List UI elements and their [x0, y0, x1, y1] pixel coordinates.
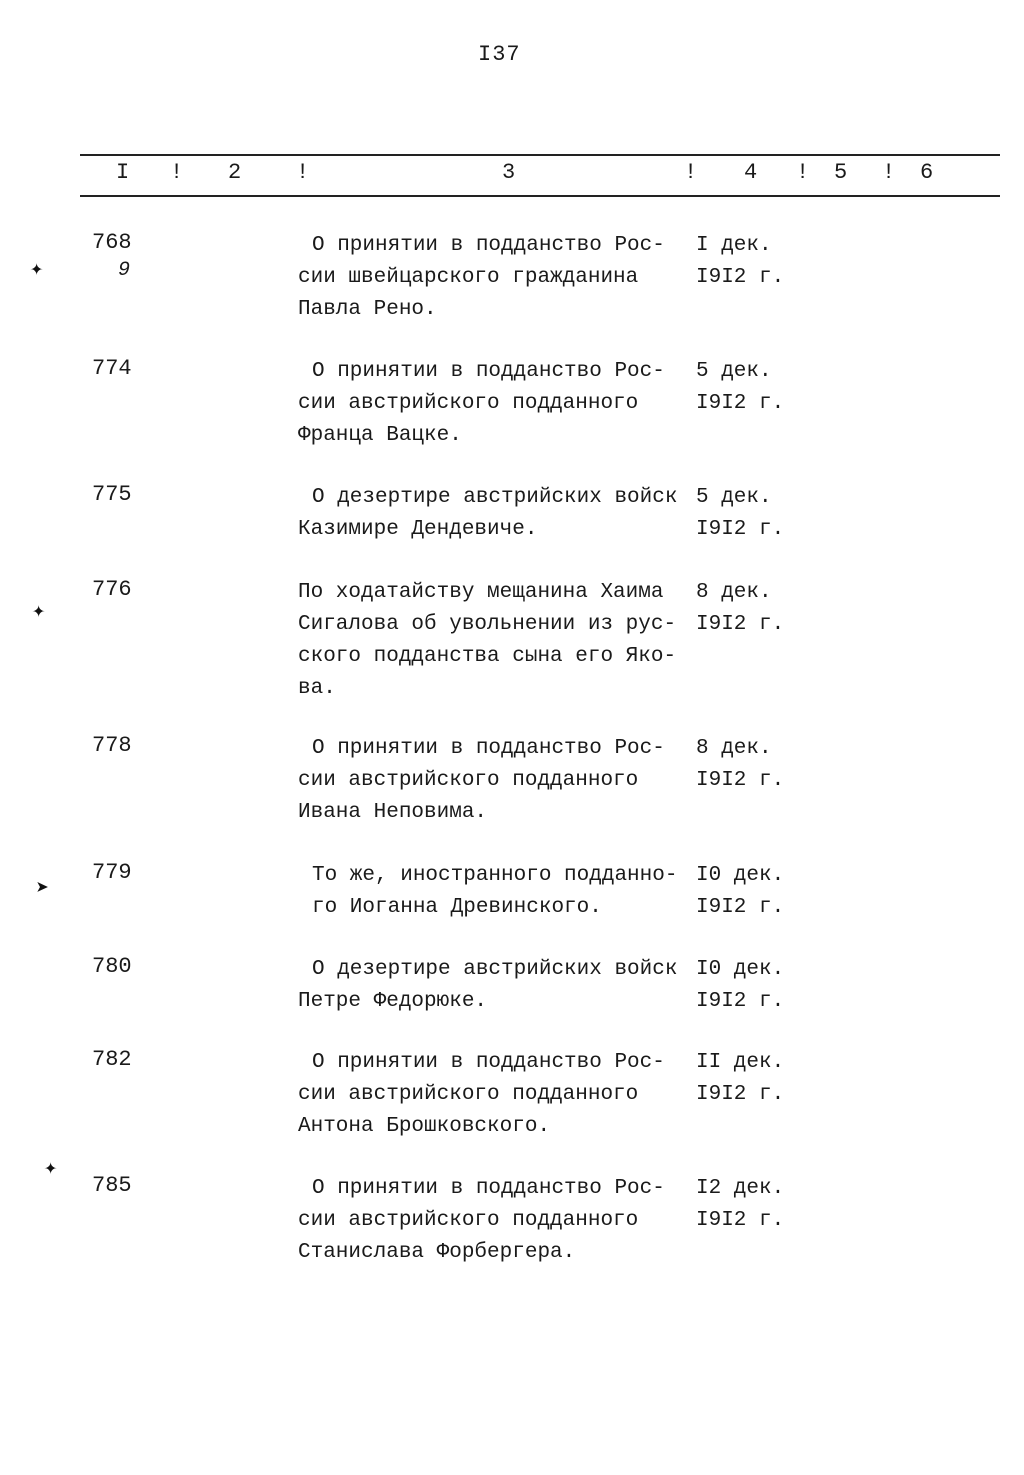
entry-number-correction: 9	[118, 259, 131, 282]
date-day: I дек.	[696, 234, 772, 257]
column-separator: !	[882, 160, 896, 185]
header-rule-bottom	[80, 195, 1000, 197]
entry-description	[298, 860, 698, 924]
entry-date	[696, 860, 806, 924]
entry-number: 774	[92, 356, 132, 381]
entry-description	[298, 1173, 698, 1269]
column-separator: !	[796, 160, 810, 185]
description-line: О дезертире австрийских войск	[312, 486, 678, 509]
column-header-5: 5	[834, 160, 848, 185]
margin-mark-icon: ✦	[44, 1156, 58, 1181]
date-year: I9I2 г.	[696, 1083, 785, 1106]
date-day: I0 дек.	[696, 864, 785, 887]
margin-mark-icon: ✦	[30, 257, 44, 282]
description-line: Франца Вацке.	[298, 424, 462, 447]
description-line: О дезертире австрийских войск	[312, 958, 678, 981]
column-separator: !	[684, 160, 698, 185]
entry-date	[696, 482, 806, 546]
column-header-1: I	[116, 160, 130, 185]
column-header-4: 4	[744, 160, 758, 185]
description-line: ского подданства сына его Яко-	[298, 645, 677, 668]
description-line: Петре Федорюке.	[298, 990, 488, 1013]
description-line: Антона Брошковского.	[298, 1115, 551, 1138]
column-header-3: 3	[502, 160, 516, 185]
entry-date	[696, 577, 806, 641]
entry-number: 768	[92, 230, 132, 255]
entry-date	[696, 356, 806, 420]
column-header-6: 6	[920, 160, 934, 185]
entry-description	[298, 1047, 698, 1143]
description-line: Станислава Форбергера.	[298, 1241, 576, 1264]
description-line: То же, иностранного подданно-	[312, 864, 678, 887]
date-year: I9I2 г.	[696, 266, 785, 289]
date-year: I9I2 г.	[696, 1209, 785, 1232]
description-line: ва.	[298, 677, 336, 700]
entry-date	[696, 733, 806, 797]
entry-number: 782	[92, 1047, 132, 1072]
entry-number: 776	[92, 577, 132, 602]
date-day: I2 дек.	[696, 1177, 785, 1200]
date-year: I9I2 г.	[696, 896, 785, 919]
description-line: О принятии в подданство Рос-	[312, 234, 665, 257]
entry-description	[298, 356, 698, 452]
column-separator: !	[170, 160, 184, 185]
description-line: Павла Рено.	[298, 298, 437, 321]
entry-description	[298, 577, 698, 705]
description-line: По ходатайству мещанина Хаима	[298, 581, 664, 604]
date-year: I9I2 г.	[696, 392, 785, 415]
date-day: 5 дек.	[696, 360, 772, 383]
description-line: сии австрийского подданного	[298, 1083, 639, 1106]
description-line: сии австрийского подданного	[298, 392, 639, 415]
column-header-2: 2	[228, 160, 242, 185]
entry-number: 780	[92, 954, 132, 979]
description-line: О принятии в подданство Рос-	[312, 360, 665, 383]
entry-date	[696, 1173, 806, 1237]
description-line: сии австрийского подданного	[298, 1209, 639, 1232]
entry-description	[298, 954, 698, 1018]
column-separator: !	[296, 160, 310, 185]
date-day: I0 дек.	[696, 958, 785, 981]
description-line: Сигалова об увольнении из рус-	[298, 613, 677, 636]
entry-description	[298, 733, 698, 829]
entry-number: 778	[92, 733, 132, 758]
date-year: I9I2 г.	[696, 769, 785, 792]
description-line: сии швейцарского гражданина	[298, 266, 639, 289]
date-day: 8 дек.	[696, 581, 772, 604]
entry-description	[298, 482, 698, 546]
description-line: сии австрийского подданного	[298, 769, 639, 792]
date-day: II дек.	[696, 1051, 785, 1074]
description-line: О принятии в подданство Рос-	[312, 1177, 665, 1200]
date-year: I9I2 г.	[696, 518, 785, 541]
entry-date	[696, 230, 806, 294]
entry-date	[696, 954, 806, 1018]
entry-number: 785	[92, 1173, 132, 1198]
page-number: I37	[478, 42, 521, 67]
entry-description	[298, 230, 698, 326]
description-line: О принятии в подданство Рос-	[312, 1051, 665, 1074]
date-day: 8 дек.	[696, 737, 772, 760]
description-line: го Иоганна Древинского.	[312, 896, 602, 919]
date-day: 5 дек.	[696, 486, 772, 509]
margin-mark-icon: ➤	[36, 877, 50, 902]
description-line: Ивана Неповима.	[298, 801, 488, 824]
date-year: I9I2 г.	[696, 990, 785, 1013]
margin-mark-icon: ✦	[32, 599, 46, 624]
entry-date	[696, 1047, 806, 1111]
description-line: Казимире Дендевиче.	[298, 518, 538, 541]
description-line: О принятии в подданство Рос-	[312, 737, 665, 760]
entry-number: 779	[92, 860, 132, 885]
date-year: I9I2 г.	[696, 613, 785, 636]
entry-number: 775	[92, 482, 132, 507]
header-rule-top	[80, 154, 1000, 156]
